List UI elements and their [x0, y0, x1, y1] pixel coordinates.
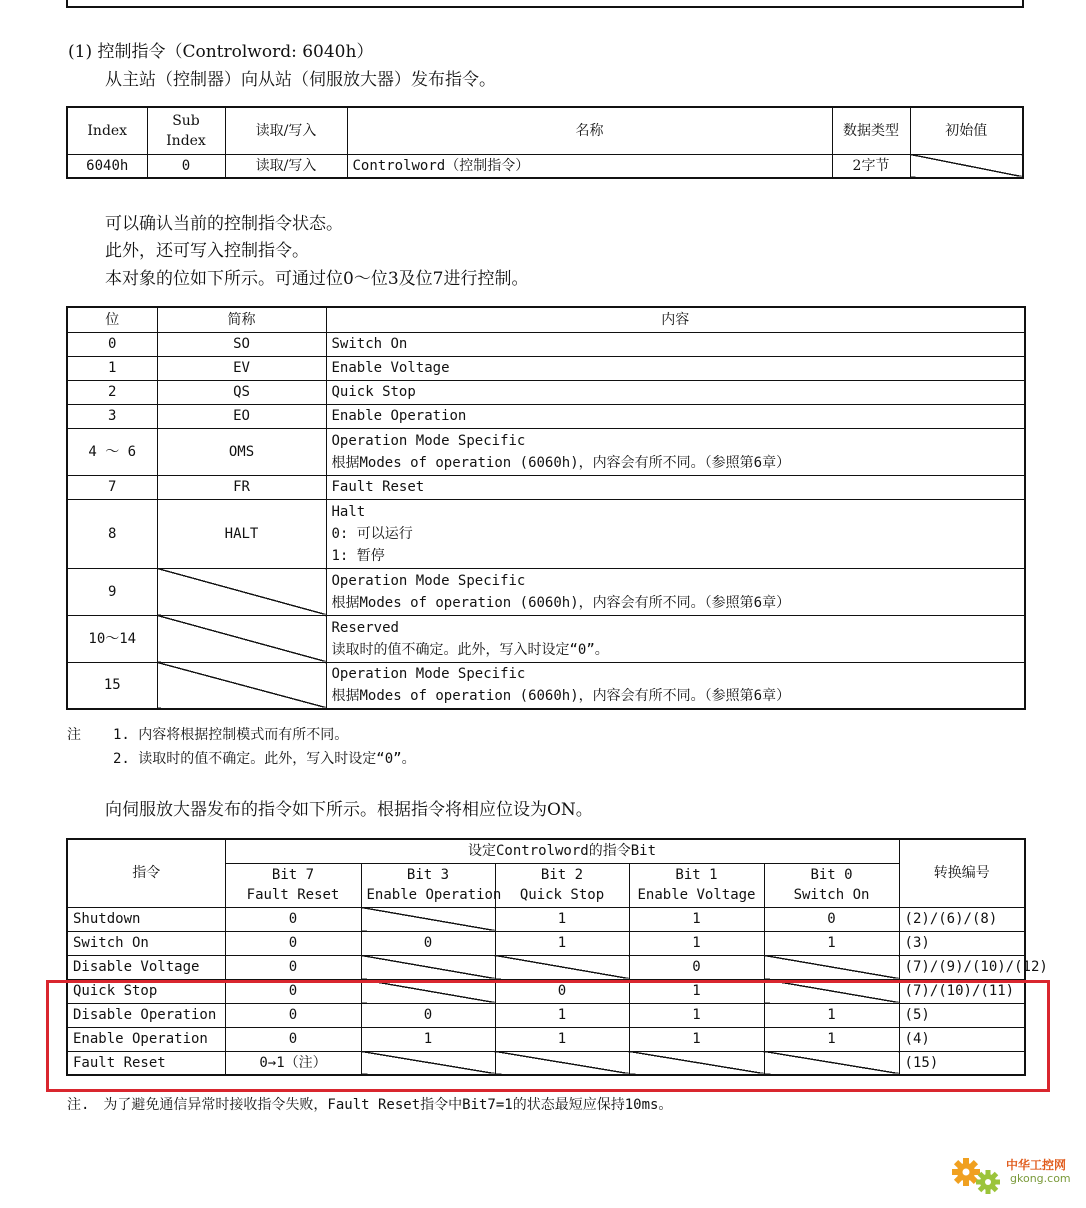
bit-row [67, 428, 1025, 475]
bit-cell-abbr-empty [157, 662, 326, 709]
cmd-header-bit [225, 863, 361, 907]
bit-cell-content [326, 662, 1025, 709]
cell-type: 2字节 [832, 154, 910, 178]
cmd-cell-empty [764, 955, 899, 979]
bit-cell-bit: 8 [67, 499, 157, 568]
cmd-cell-value: 0 [225, 955, 361, 979]
object-table [66, 106, 1024, 179]
cmd-cell-transition: (5) [899, 1003, 1025, 1027]
bit-content-line: 根据Modes of operation (6060h)，内容会有所不同。（参照第6章） [331, 594, 791, 611]
bit-cell-content [326, 499, 1025, 568]
bit-row [67, 404, 1025, 428]
cmd-row [67, 931, 1025, 955]
bit-header-bit: 位 [67, 307, 157, 332]
bit-cell-content [326, 332, 1025, 356]
cmd-cell-value: 1 [629, 931, 764, 955]
bit-cell-bit: 7 [67, 475, 157, 499]
cmd-cell-value: 1 [495, 1027, 629, 1051]
bit-cell-content [326, 380, 1025, 404]
watermark [948, 1150, 1076, 1200]
cmd-cell-command: Enable Operation [67, 1027, 225, 1051]
bit-cell-abbr: EV [157, 356, 326, 380]
header-initial: 初始值 [910, 107, 1023, 154]
cell-index: 6040h [67, 154, 147, 178]
cmd-cell-value: 1 [495, 907, 629, 931]
cmd-cell-value: 1 [361, 1027, 495, 1051]
cmd-header-bit-name: Quick Stop [519, 887, 605, 903]
header-type: 数据类型 [832, 107, 910, 154]
cmd-cell-command: Shutdown [67, 907, 225, 931]
cmd-cell-transition: (4) [899, 1027, 1025, 1051]
bit-cell-abbr: QS [157, 380, 326, 404]
bit-content-line: Quick Stop [331, 384, 416, 400]
bit-content-line: Fault Reset [331, 479, 425, 495]
bit-cell-bit: 2 [67, 380, 157, 404]
cmd-cell-empty [361, 907, 495, 931]
cmd-cell-command: Fault Reset [67, 1051, 225, 1075]
header-rw: 读取/写入 [225, 107, 347, 154]
note-item-1: 1. 内容将根据控制模式而有所不同。 [113, 727, 349, 743]
bit-cell-bit: 10～14 [67, 615, 157, 662]
cmd-header-bit [361, 863, 502, 907]
bit-cell-content [326, 428, 1025, 475]
cmd-header-bit-number: Bit 0 [810, 867, 853, 883]
cmd-cell-value: 0 [225, 1027, 361, 1051]
cell-name: Controlword（控制指令） [347, 154, 832, 178]
cmd-header-bit [629, 863, 764, 907]
cmd-header-bit-number: Bit 1 [675, 867, 718, 883]
bit-content-line: Enable Voltage [331, 360, 450, 376]
bit-cell-abbr-empty [157, 615, 326, 662]
bit-row [67, 380, 1025, 404]
cmd-cell-value: 0→1（注） [225, 1051, 361, 1075]
bit-table [66, 306, 1026, 710]
bit-row [67, 662, 1025, 709]
bit-cell-bit: 15 [67, 662, 157, 709]
bit-cell-bit: 0 [67, 332, 157, 356]
watermark-url: gkong.com [1010, 1172, 1071, 1185]
bit-cell-abbr: EO [157, 404, 326, 428]
bit-cell-bit: 3 [67, 404, 157, 428]
intro-line-3: 本对象的位如下所示。可通过位0～位3及位7进行控制。 [105, 269, 529, 289]
bit-header-abbr: 简称 [157, 307, 326, 332]
cmd-cell-transition: (7)/(9)/(10)/(12) [899, 955, 1025, 979]
cmd-cell-empty [361, 955, 495, 979]
cmd-cell-value: 1 [764, 1003, 899, 1027]
bit-cell-abbr: HALT [157, 499, 326, 568]
cmd-row [67, 955, 1025, 979]
cmd-header-bit [764, 863, 899, 907]
cmd-cell-transition: (3) [899, 931, 1025, 955]
cmd-cell-command: Quick Stop [67, 979, 225, 1003]
cmd-header-bit-number: Bit 3 [406, 867, 450, 883]
note-item-2: 2. 读取时的值不确定。此外，写入时设定“0”。 [113, 751, 416, 767]
cmd-cell-value: 1 [629, 907, 764, 931]
cmd-cell-command: Disable Operation [67, 1003, 225, 1027]
bit-cell-abbr: OMS [157, 428, 326, 475]
bit-content-line: Operation Mode Specific [331, 572, 526, 589]
cmd-cell-value: 0 [495, 979, 629, 1003]
cmd-cell-transition: (7)/(10)/(11) [899, 979, 1025, 1003]
cmd-cell-value: 0 [629, 955, 764, 979]
bit-cell-abbr: SO [157, 332, 326, 356]
section-heading: (1) 控制指令（Controlword: 6040h） [68, 42, 374, 62]
highlight-box [46, 980, 1050, 1092]
header-name: 名称 [347, 107, 832, 154]
cmd-header-bit [495, 863, 629, 907]
bit-content-line: Enable Operation [331, 408, 467, 424]
bit-cell-content [326, 404, 1025, 428]
bit-row [67, 499, 1025, 568]
bit-content-line: Reserved [331, 619, 399, 636]
cmd-row [67, 907, 1025, 931]
bit-content-line: 0: 可以运行 [331, 525, 413, 542]
bit-cell-content [326, 356, 1025, 380]
bit-content-line: Operation Mode Specific [331, 666, 526, 683]
bit-content-line: Operation Mode Specific [331, 432, 526, 449]
bit-content-line: 读取时的值不确定。此外，写入时设定“0”。 [331, 641, 609, 658]
command-intro: 向伺服放大器发布的指令如下所示。根据指令将相应位设为ON。 [105, 800, 593, 820]
cell-initial-empty [910, 154, 1023, 178]
bit-cell-bit: 4 ～ 6 [67, 428, 157, 475]
cmd-cell-empty [495, 955, 629, 979]
cmd-header-command: 指令 [67, 839, 225, 907]
cmd-header-group: 设定Controlword的指令Bit [225, 839, 899, 863]
cmd-cell-value: 0 [225, 931, 361, 955]
intro-line-2: 此外，还可写入控制指令。 [105, 241, 309, 261]
bit-row [67, 332, 1025, 356]
cmd-cell-command: Disable Voltage [67, 955, 225, 979]
cmd-header-bit-name: Enable Operation [366, 887, 502, 903]
notes-label: 注 [67, 727, 81, 743]
bit-cell-content [326, 615, 1025, 662]
header-subindex: Sub Index [147, 107, 225, 154]
cmd-cell-value: 1 [495, 1003, 629, 1027]
watermark-cn: 中华工控网 [1006, 1158, 1067, 1172]
bit-cell-content [326, 568, 1025, 615]
cmd-cell-value: 1 [764, 931, 899, 955]
cmd-cell-value: 1 [764, 1027, 899, 1051]
cmd-cell-transition: (15) [899, 1051, 1025, 1075]
cmd-cell-value: 0 [361, 931, 495, 955]
bit-content-line: Halt [331, 503, 366, 520]
intro-line-1: 可以确认当前的控制指令状态。 [105, 214, 343, 234]
bit-content-line: 1: 暂停 [331, 547, 385, 564]
cmd-cell-command: Switch On [67, 931, 225, 955]
gear-logo-icon [948, 1150, 1006, 1200]
header-index: Index [67, 107, 147, 154]
cmd-header-transition: 转换编号 [899, 839, 1025, 907]
bit-cell-abbr-empty [157, 568, 326, 615]
cmd-cell-value: 1 [629, 979, 764, 1003]
cmd-cell-value: 0 [225, 907, 361, 931]
cmd-cell-value: 0 [225, 1003, 361, 1027]
bit-content-line: Switch On [331, 336, 408, 352]
footnote: 注. 为了避免通信异常时接收指令失败，Fault Reset指令中Bit7=1的状态最短应保持10ms。 [67, 1097, 673, 1113]
bit-row [67, 356, 1025, 380]
cmd-cell-value: 1 [495, 931, 629, 955]
cmd-header-bit-name: Fault Reset [246, 887, 340, 903]
cmd-header-bit-number: Bit 2 [540, 867, 584, 883]
bit-header-content: 内容 [326, 307, 1025, 332]
section-subheading: 从主站（控制器）向从站（伺服放大器）发布指令。 [105, 70, 496, 90]
bit-cell-bit: 1 [67, 356, 157, 380]
cmd-header-bit-name: Enable Voltage [637, 887, 756, 903]
cmd-header-bit-name: Switch On [793, 887, 870, 903]
cmd-header-bit-number: Bit 7 [271, 867, 315, 883]
bit-cell-bit: 9 [67, 568, 157, 615]
bit-cell-content [326, 475, 1025, 499]
bit-row [67, 615, 1025, 662]
bit-content-line: 根据Modes of operation (6060h)，内容会有所不同。（参照第6章） [331, 454, 791, 471]
cmd-cell-value: 1 [629, 1027, 764, 1051]
bit-row [67, 475, 1025, 499]
bit-content-line: 根据Modes of operation (6060h)，内容会有所不同。（参照第6章） [331, 688, 791, 705]
cmd-cell-transition: (2)/(6)/(8) [899, 907, 1025, 931]
previous-table-fragment [66, 0, 1024, 8]
cell-rw: 读取/写入 [225, 154, 347, 178]
bit-cell-abbr: FR [157, 475, 326, 499]
cmd-cell-value: 0 [225, 979, 361, 1003]
cmd-cell-value: 0 [764, 907, 899, 931]
cmd-cell-value: 0 [361, 1003, 495, 1027]
cell-subindex: 0 [147, 154, 225, 178]
cmd-cell-value: 1 [629, 1003, 764, 1027]
bit-row [67, 568, 1025, 615]
